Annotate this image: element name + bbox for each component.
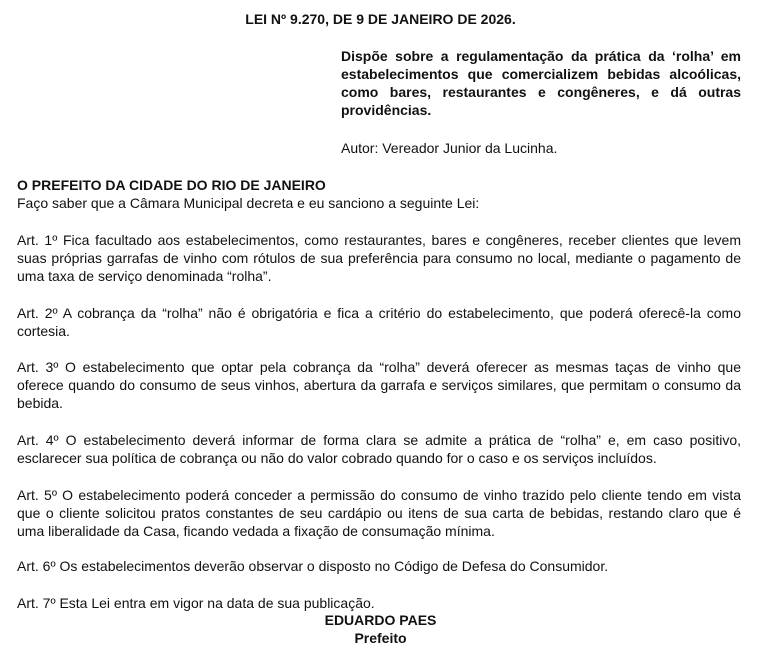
signature-name: EDUARDO PAES <box>324 612 437 628</box>
preamble: Faço saber que a Câmara Municipal decreta e eu sanciono a seguinte Lei: <box>17 195 480 211</box>
law-ementa: Dispõe sobre a regulamentação da prática da ‘rolha’ em estabelecimentos que comercializem bebidas alcoólicas, como bares, restaurantes e congêneres, e dá outras providências. <box>341 48 741 118</box>
article-2: Art. 2º A cobrança da “rolha” não é obrigatória e fica a critério do estabelecimento, que poderá oferecê-la como cortesia. <box>17 305 741 339</box>
article-1: Art. 1º Fica facultado aos estabelecimentos, como restaurantes, bares e congêneres, receber clientes que levem suas próprias garrafas de vinho com rótulos de sua preferência para consumo no local, mediante o pagamento de uma taxa de serviço denominada “rolha”. <box>17 232 741 284</box>
article-3: Art. 3º O estabelecimento que optar pela cobrança da “rolha” deverá oferecer as mesmas taças de vinho que oferece quando do consumo de seus vinhos, abertura da garrafa e serviços similares, que permitam o consumo da bebida. <box>17 359 741 411</box>
article-5: Art. 5º O estabelecimento poderá conceder a permissão do consumo de vinho trazido pelo cliente tendo em vista que o cliente solicitou pratos constantes de seu cardápio ou itens de sua carta de bebidas, restando claro que é uma liberalidade da Casa, ficando vedada a fixação de consumação mínima. <box>17 487 741 539</box>
article-7: Art. 7º Esta Lei entra em vigor na data de sua publicação. <box>17 595 375 611</box>
article-4: Art. 4º O estabelecimento deverá informar de forma clara se admite a prática de “rolha” e, em caso positivo, esclarecer sua política de cobrança ou não do valor cobrado quando for o caso e os serviços incluídos. <box>17 432 741 466</box>
signature-role: Prefeito <box>354 630 407 646</box>
law-author: Autor: Vereador Junior da Lucinha. <box>341 140 558 156</box>
law-title: LEI Nº 9.270, DE 9 DE JANEIRO DE 2026. <box>245 11 516 27</box>
prefeito-heading: O PREFEITO DA CIDADE DO RIO DE JANEIRO <box>17 177 326 193</box>
article-6: Art. 6º Os estabelecimentos deverão observar o disposto no Código de Defesa do Consumidor. <box>17 558 609 574</box>
